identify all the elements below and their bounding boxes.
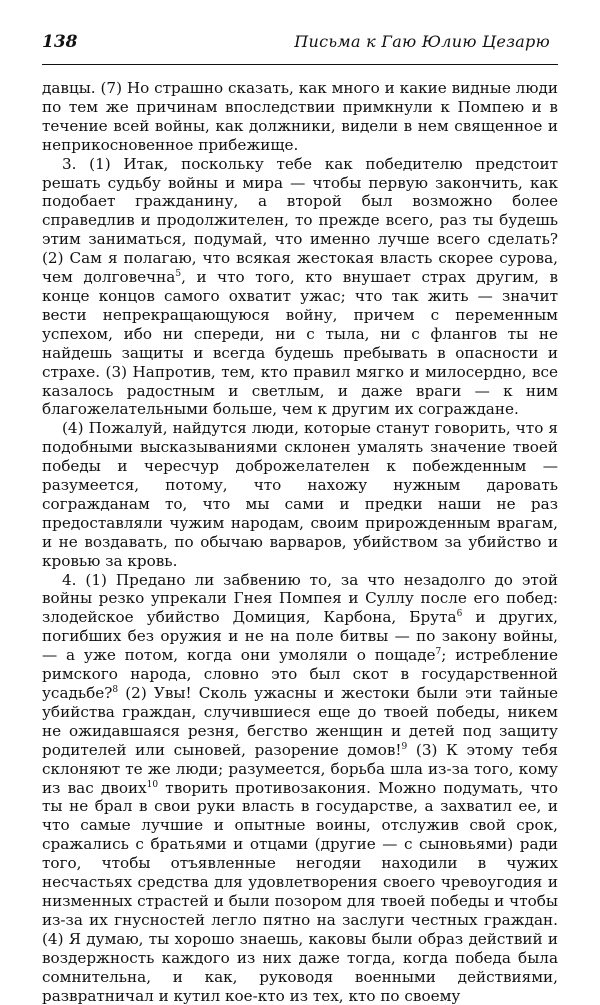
footnote-ref-7: 7 xyxy=(435,647,442,658)
paragraph-section-3-4: (4) Пожалуй, найдутся люди, которые станут говорить, что я подобными высказываниями склонен умалять значение твоей победы и чересчур доброжелателен к побежденным — разумеется, потому, что нахожу нужным даровать согражданам то, что мы сами и предки наши не раз предоставляли чужим народам, своим прирожденным врагам, и не воздавать, по обычаю варваров, убийством за убийство и кровью за кровь. xyxy=(42,419,558,570)
paragraph-section-4 xyxy=(42,571,558,1005)
page-header xyxy=(42,32,558,58)
text-run: и других, погибших без оружия и не на поле битвы — по закону войны, — а уже потом, когда они умоляли о пощаде xyxy=(42,608,558,665)
text-run: 4. (1) Предано ли забвению то, за что незадолго до этой войны резко упрекали Гнея Помпея и Суллу после его побед: злодейское убийство Домиция, Карбона, Брута xyxy=(42,570,558,627)
footnote-ref-6: 6 xyxy=(456,609,463,620)
footnote-ref-9: 9 xyxy=(401,741,408,752)
footnote-ref-5: 5 xyxy=(175,269,182,279)
text-run: 3. (1) Итак, поскольку тебе как победителю предстоит решать судьбу войны и мира — чтобы первую закончить, как подобает гражданину, а второй был возможно более справедлив и продолжителен, то прежде всего, раз ты будешь этим заниматься, подумай, что именно лучше всего сделать? (2) Сам я полагаю, что всякая жестокая власть скорее сурова, чем долговечна xyxy=(42,154,558,287)
text-run: (2) Увы! Сколь ужасны и жестоки были эти тайные убийства граждан, случившиеся еще до твоей победы, никем не ожидавшаяся резня, бегство женщин и детей под защиту родителей или сыновей, разорение домов! xyxy=(42,684,558,759)
text-run: (3) К этому тебя склоняют те же люди; разумеется, борьба шла из-за того, кому из вас двоих xyxy=(42,740,558,797)
page-number: 138 xyxy=(42,32,78,52)
footnote-ref-10: 10 xyxy=(146,779,159,790)
text-run: творить противозакония. Можно подумать, что ты не брал в свои руки власть в государстве, а захватил ее, и что самые лучшие и опытные воины, отслужив свой срок, сражались с братьями и отцами (другие — с сыновьями) ради того, чтобы отъявленные негодяи находили в чужих несчастьях средства для удовлетворения своего чревоугодия и низменных страстей и были позором для твоей победы и чтобы из-за их гнусностей легло пятно на заслуги честных граждан. (4) Я думаю, ты хорошо знаешь, каковы были образ действий и воздержность каждого из них даже тогда, когда победа была сомнительна, и как, руководя военными действиями, развратничал и кутил кое-кто из тех, кто по своему xyxy=(42,778,558,1005)
header-rule xyxy=(42,64,558,65)
paragraph-continuation: давцы. (7) Но страшно сказать, как много и какие видные люди по тем же причинам впоследствии примкнули к Помпею и в течение всей войны, как должники, видели в нем священное и неприкосновенное прибежище. xyxy=(42,79,558,154)
body-text xyxy=(42,79,558,1005)
paragraph-section-3 xyxy=(42,155,558,420)
text-run: , и что того, кто внушает страх другим, в конце концов самого охватит ужас; что так жить — значит вести непрекращающуюся войну, причем с переменным успехом, ибо ни спереди, ни с тыла, ни с флангов ты не найдешь защиты и всегда будешь пребывать в опасности и страхе. (3) Напротив, тем, кто правил мягко и милосердно, все казалось радостным и светлым, и даже враги — к ним благожелательными больше, чем к другим их согражданe. xyxy=(42,268,559,419)
text-run: ; истребление римского народа, словно это был скот в государственной усадьбе? xyxy=(42,646,558,702)
running-title: Письма к Гаю Юлию Цезарю xyxy=(294,32,550,51)
footnote-ref-8: 8 xyxy=(112,684,119,695)
